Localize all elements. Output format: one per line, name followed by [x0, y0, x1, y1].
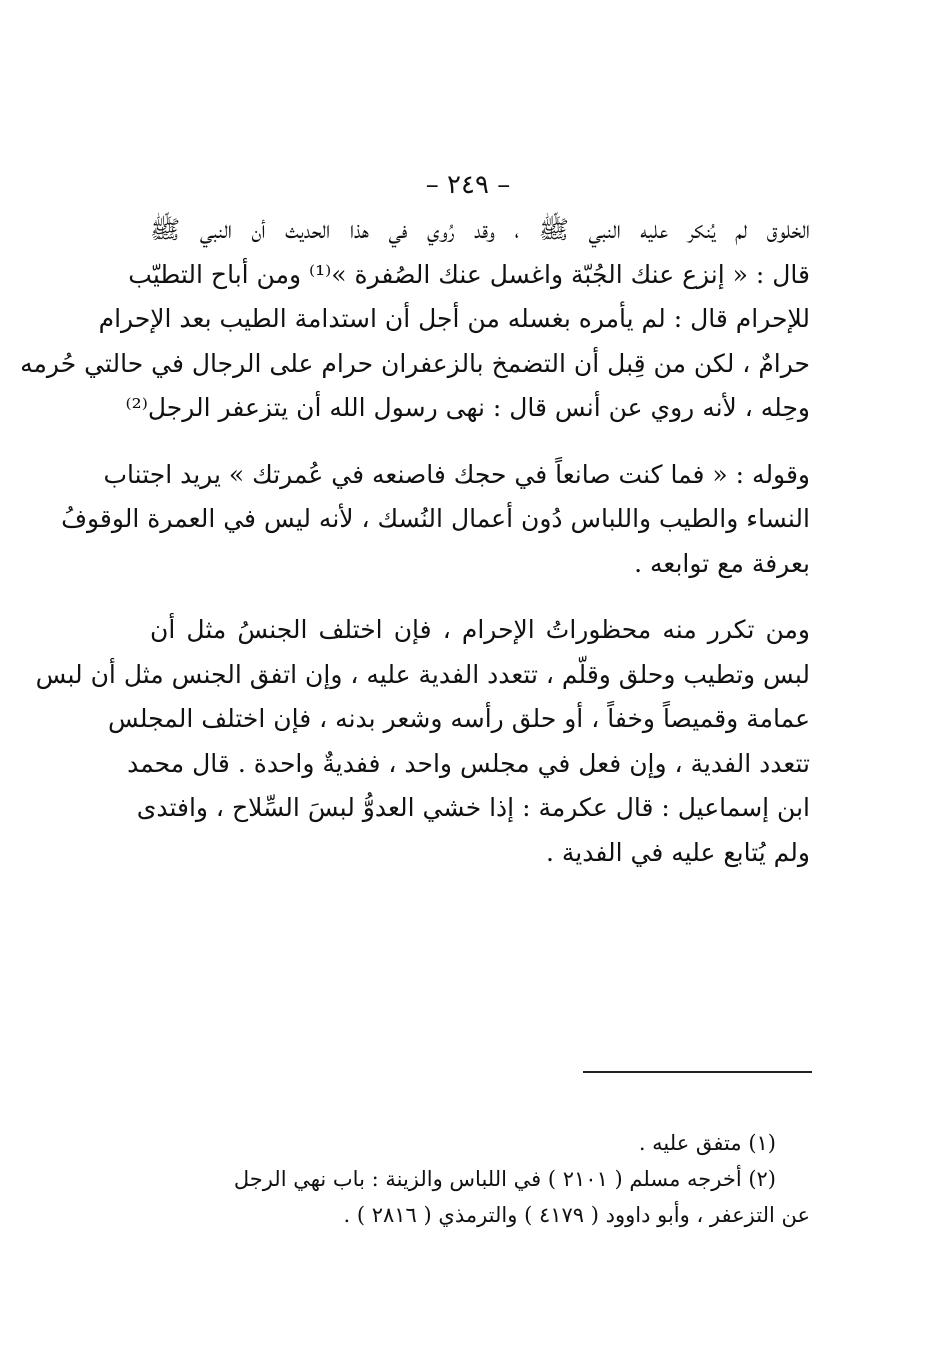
text-line: النساء والطيب واللباس دُون أعمال النُسك ، لأنه ليس في العمرة الوقوفُ	[61, 504, 810, 533]
footnote-divider	[583, 1071, 812, 1073]
text-line: وحِله ، لأنه روي عن أنس قال : نهى رسول الله أن يتزعفر الرجل⁽²⁾	[125, 393, 810, 422]
footnotes	[150, 1125, 810, 1233]
text-line: عمامة وقميصاً وخفاً ، أو حلق رأسه وشعر بدنه ، فإن اختلف المجلس	[107, 704, 810, 733]
text-line: الخلوق لم يُنكر عليه النبي ﷺ ، وقد رُوي في هذا الحديث أن النبي ﷺ	[150, 215, 810, 244]
text-line: للإحرام قال : لم يأمره بغسله من أجل أن استدامة الطيب بعد الإحرام	[98, 304, 810, 333]
text-line: حرامٌ ، لكن من قِبل أن التضمخ بالزعفران حرام على الرجال في حالتي حُرمه	[20, 348, 810, 378]
main-text	[20, 208, 810, 897]
footnote-line: (١) متفق عليه .	[638, 1131, 776, 1155]
text-line: ولم يُتابع عليه في الفدية .	[545, 837, 810, 867]
text-line: تتعدد الفدية ، وإن فعل في مجلس واحد ، ففديةٌ واحدة . قال محمد	[127, 748, 810, 778]
text-line: وقوله : « فما كنت صانعاً في حجك فاصنعه في عُمرتك » يريد اجتناب	[103, 459, 810, 489]
text-line: قال : « إنزع عنك الجُبّة واغسل عنك الصُفرة »⁽¹⁾ ومن أباح التطيّب	[128, 259, 810, 289]
footnote-line: عن التزعفر ، وأبو داوود ( ٤١٧٩ ) والترمذي ( ٢٨١٦ ) .	[343, 1203, 810, 1227]
page-number: – ٢٤٩ –	[425, 170, 511, 200]
text-line: ومن تكرر منه محظوراتُ الإحرام ، فإن اختلف الجنسُ مثل أن	[150, 615, 810, 644]
text-line: ابن إسماعيل : قال عكرمة : إذا خشي العدوُّ لبسَ السِّلاح ، وافتدى	[136, 793, 810, 822]
paragraph	[20, 208, 810, 431]
text-line: بعرفة مع توابعه .	[634, 548, 810, 578]
footnote-line: (٢) أخرجه مسلم ( ٢١٠١ ) في اللباس والزينة : باب نهي الرجل	[233, 1167, 776, 1191]
paragraph	[35, 608, 810, 875]
paragraph	[61, 453, 810, 587]
text-line: لبس وتطيب وحلق وقلّم ، تتعدد الفدية عليه ، وإن اتفق الجنس مثل أن لبس	[35, 659, 810, 689]
